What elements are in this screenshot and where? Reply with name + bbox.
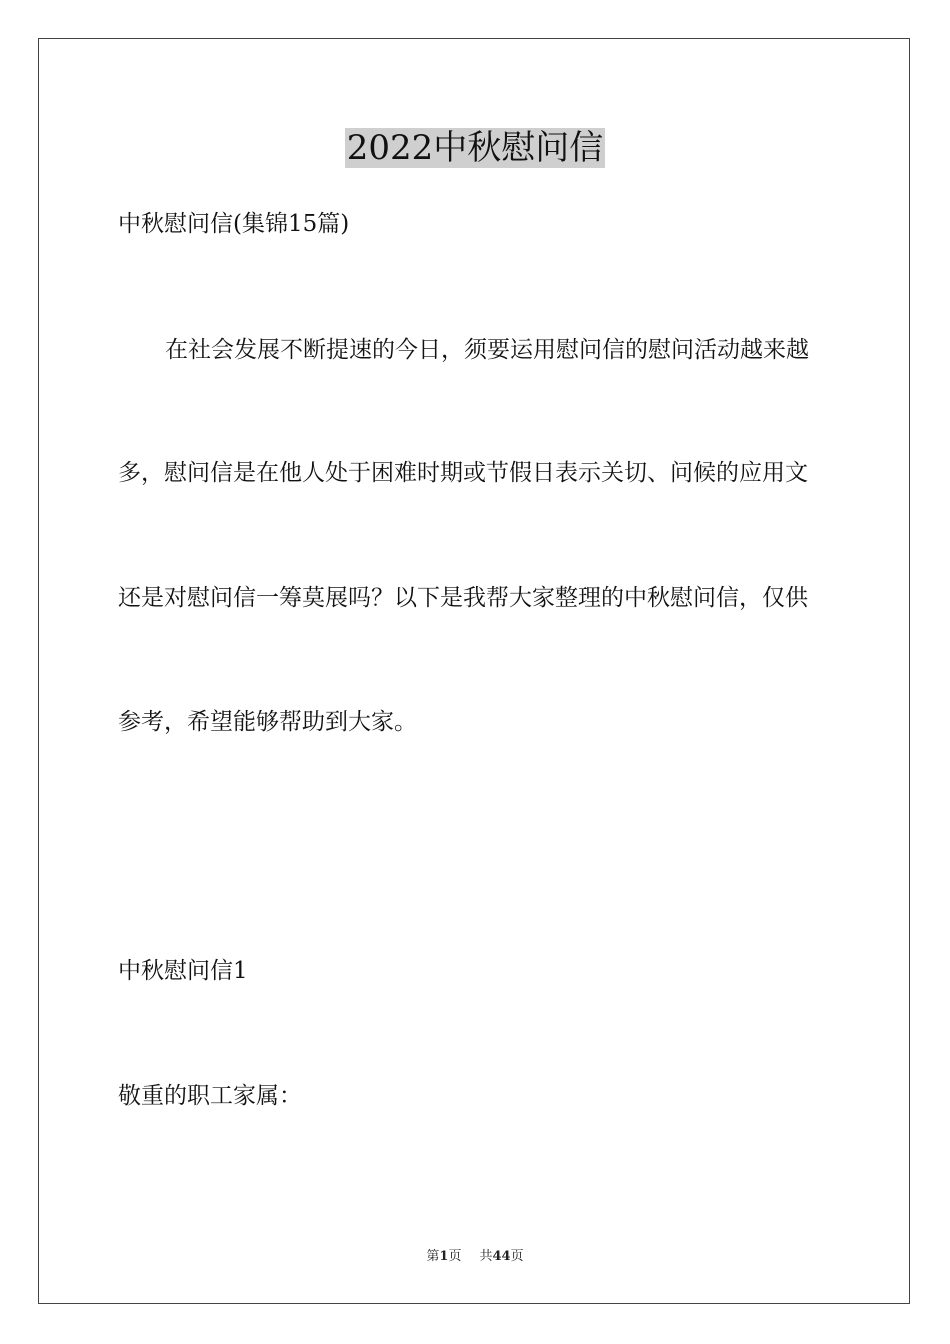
document-title: 2022中秋慰问信 bbox=[346, 128, 604, 168]
footer-page-prefix: 第 bbox=[426, 1249, 440, 1264]
intro-line-2: 多，慰问信是在他人处于困难时期或节假日表示关切、问候的应用文 bbox=[118, 460, 808, 486]
footer-page-number: 1 bbox=[439, 1249, 449, 1264]
footer-total-pages: 44 bbox=[492, 1249, 511, 1264]
document-subtitle: 中秋慰问信(集锦15篇) bbox=[118, 211, 350, 237]
footer-page-suffix: 页 bbox=[448, 1249, 462, 1264]
intro-line-4: 参考，希望能够帮助到大家。 bbox=[118, 709, 417, 735]
footer-total-prefix: 共 bbox=[479, 1249, 493, 1264]
title-container bbox=[0, 128, 950, 168]
page-footer bbox=[0, 1248, 950, 1266]
intro-line-1: 在社会发展不断提速的今日，须要运用慰问信的慰问活动越来越 bbox=[165, 337, 809, 363]
salutation: 敬重的职工家属： bbox=[118, 1083, 302, 1109]
section-heading: 中秋慰问信1 bbox=[118, 958, 248, 984]
intro-line-3: 还是对慰问信一筹莫展吗？以下是我帮大家整理的中秋慰问信，仅供 bbox=[118, 585, 808, 611]
footer-total-suffix: 页 bbox=[510, 1249, 524, 1264]
